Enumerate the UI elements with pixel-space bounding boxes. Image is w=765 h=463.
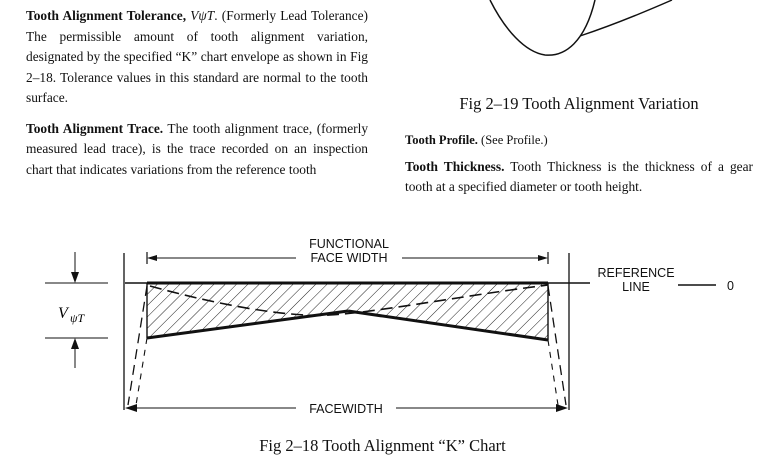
ffw-right-arrow xyxy=(538,255,548,261)
tooth-profile-heading: Tooth Profile. xyxy=(405,133,478,147)
fig-2-18-caption: Fig 2–18 Tooth Alignment “K” Chart xyxy=(259,436,506,455)
tol-top-arrow xyxy=(71,272,79,283)
fig-2-19-curve xyxy=(490,0,595,55)
tolerance-subscript: ψT xyxy=(70,311,85,325)
tooth-alignment-tolerance-body: (Formerly Lead Tolerance) The permissible amount of tooth alignment variation, designated by the specified “K” chart envelope as shown in Fig 2–18. Tolerance values in this standard are normal to the tooth surface. xyxy=(26,8,368,105)
left-end-dash xyxy=(128,286,147,405)
tolerance-v-symbol: V xyxy=(58,305,68,322)
facewidth-left-arrow xyxy=(125,404,137,412)
ffw-left-arrow xyxy=(147,255,157,261)
tooth-alignment-trace-body: The tooth alignment trace, (formerly measured lead trace), is the trace recorded on an inspection chart that indicates variations from the reference tooth xyxy=(26,120,369,177)
line-label: LINE xyxy=(622,280,650,294)
tooth-thickness-body: Tooth Thickness is the thickness of a gear tooth at a specified diameter or tooth height. xyxy=(405,158,753,194)
k-chart xyxy=(45,236,734,417)
zero-label: 0 xyxy=(727,279,734,293)
facewidth-label: FACEWIDTH xyxy=(309,402,383,416)
reference-label: REFERENCE xyxy=(597,266,675,280)
right-end-dash-2 xyxy=(548,340,558,405)
functional-label: FUNCTIONAL xyxy=(309,237,389,251)
tooth-alignment-tolerance-paragraph: Tooth Alignment Tolerance, VψT. (Formerly Lead Tolerance) The permissible amount of tooth alignment variation, designated by the specified “K” chart envelope as shown in Fig 2–18. Tolerance values in this standard are normal to the tooth surface. xyxy=(26,8,368,105)
face-width-label: FACE WIDTH xyxy=(310,251,388,265)
tooth-alignment-tolerance-heading: Tooth Alignment Tolerance, xyxy=(26,8,187,23)
tooth-profile-body: (See Profile.) xyxy=(481,133,548,147)
fig-2-19-caption: Fig 2–19 Tooth Alignment Variation xyxy=(459,94,699,113)
right-end-dash xyxy=(548,286,566,405)
left-end-dash-2 xyxy=(136,338,147,405)
facewidth-right-arrow xyxy=(556,404,568,412)
tooth-alignment-trace-heading: Tooth Alignment Trace. xyxy=(26,120,164,136)
tol-bottom-arrow xyxy=(71,338,79,349)
tooth-thickness-heading: Tooth Thickness. xyxy=(405,158,505,174)
tolerance-symbol: VψT xyxy=(190,8,215,23)
